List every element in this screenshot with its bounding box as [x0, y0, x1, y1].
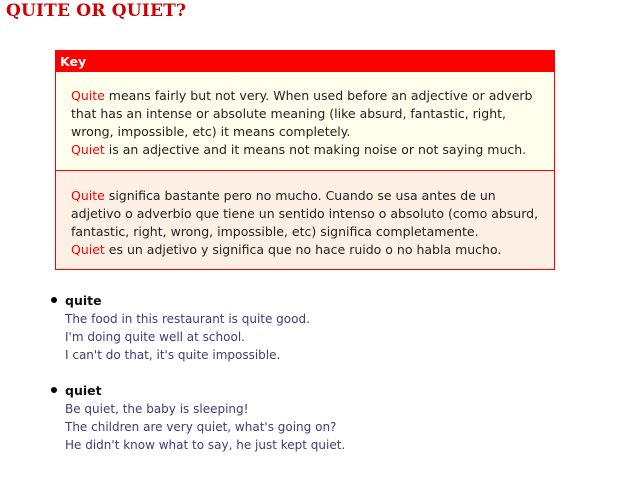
- page-title: QUITE OR QUIET?: [6, 1, 187, 21]
- keyword-quiet: Quiet: [71, 242, 105, 257]
- example-group-quiet: [46, 382, 606, 454]
- key-spanish-section: [56, 170, 554, 269]
- example-group-quite: [46, 292, 606, 364]
- bullet-icon: [51, 297, 57, 303]
- bullet-icon: [51, 387, 57, 393]
- examples-list: [46, 292, 606, 472]
- key-header: Key: [56, 51, 554, 72]
- example-sentence: I'm doing quite well at school.: [65, 330, 245, 344]
- keyword-quite: Quite: [71, 188, 105, 203]
- english-quite-definition: means fairly but not very. When used before an adjective or adverb that has an intense or absolute meaning (like absurd, fantastic, right, wrong, impossible, etc) it means completely.: [71, 88, 533, 139]
- example-sentence: Be quiet, the baby is sleeping!: [65, 402, 249, 416]
- keyword-quiet: Quiet: [71, 142, 105, 157]
- key-english-section: [56, 72, 554, 170]
- example-sentence: He didn't know what to say, he just kept quiet.: [65, 438, 346, 452]
- example-word: quite: [65, 293, 102, 308]
- example-word: quiet: [65, 383, 102, 398]
- key-box: [55, 50, 555, 270]
- spanish-quite-definition: significa bastante pero no mucho. Cuando se usa antes de un adjetivo o adverbio que tiene un sentido intenso o absoluto (como absurd, fantastic, right, wrong, impossible, etc) significa completamente.: [71, 188, 539, 239]
- example-sentence: I can't do that, it's quite impossible.: [65, 348, 281, 362]
- keyword-quite: Quite: [71, 88, 105, 103]
- example-sentence: The children are very quiet, what's going on?: [65, 420, 337, 434]
- example-sentence: The food in this restaurant is quite good.: [65, 312, 310, 326]
- english-quiet-definition: is an adjective and it means not making noise or not saying much.: [104, 142, 527, 157]
- spanish-quiet-definition: es un adjetivo y significa que no hace ruido o no habla mucho.: [104, 242, 502, 257]
